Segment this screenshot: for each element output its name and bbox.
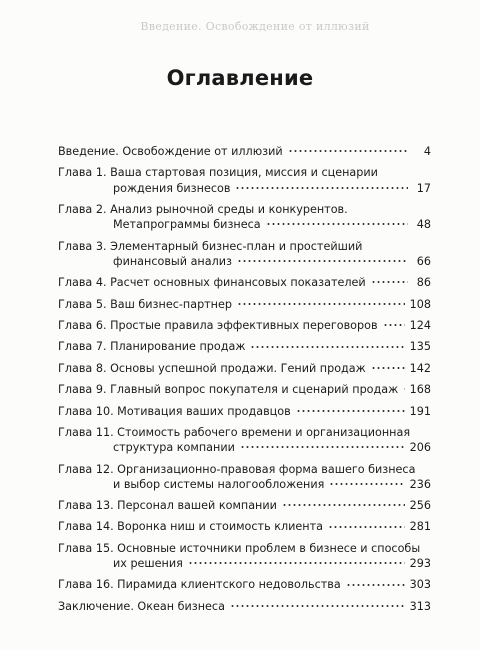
toc-entry-line [58,181,431,196]
leader-dots [230,601,405,611]
toc-page-number: 191 [409,404,431,418]
toc-entry [58,541,431,571]
toc-entry [58,425,431,455]
toc-entry [58,498,431,513]
leader-dots [250,342,404,352]
toc-entry-line [58,275,431,290]
leader-dots [237,299,405,309]
toc-entry-line [58,254,431,269]
toc-page-number: 293 [409,557,431,571]
toc-entry-title: Глава 6. Простые правила эффективных переговоров [58,318,378,332]
toc-page-number: 66 [416,254,431,268]
toc-entry [58,165,431,195]
leader-dots [288,146,408,156]
leader-dots [329,479,404,489]
toc-page-number: 17 [416,181,431,195]
toc-entry [58,202,431,232]
leader-dots [235,183,408,193]
toc-entry [58,275,431,290]
toc-entry-title: Метапрограммы бизнеса [113,218,261,232]
toc-entry-title: Глава 5. Ваш бизнес-партнер [58,297,232,311]
leader-dots [237,256,408,266]
toc-page-number: 168 [409,383,431,397]
toc-entry-line [58,556,431,571]
leader-dots [296,406,405,416]
toc-entry-title: Глава 8. Основы успешной продажи. Гений продаж [58,361,366,375]
toc-entry-title: рождения бизнесов [113,181,231,195]
toc-entry-line [58,297,431,312]
leader-dots [371,277,408,287]
toc-page-number: 303 [409,578,431,592]
toc-entry [58,361,431,376]
toc-entry-line [58,339,431,354]
toc-entry-title: Глава 15. Основные источники проблем в бизнесе и способы [58,541,421,555]
page-title: Оглавление [166,66,314,90]
toc-entry-title: Заключение. Океан бизнеса [58,599,225,613]
toc-entry-title: финансовый анализ [113,254,232,268]
toc-entry [58,318,431,333]
toc-page-number: 206 [409,441,431,455]
toc-entry-title: Глава 14. Воронка ниш и стоимость клиента [58,520,323,534]
toc-entry-line [58,477,431,492]
toc-entry-title: Глава 4. Расчет основных финансовых показателей [58,276,366,290]
toc-entry-title: Глава 2. Анализ рыночной среды и конкурентов. [58,202,348,216]
leader-dots [328,522,405,532]
toc-entry [58,519,431,534]
toc-entry-line [58,462,431,477]
toc-page-number: 142 [409,361,431,375]
toc-entry-line [58,217,431,232]
toc-entry-line [58,202,431,217]
toc-entry [58,144,431,159]
toc-entry-line [58,425,431,440]
toc-entry-title: Глава 3. Элементарный бизнес-план и простейший [58,239,363,253]
toc-entry-line [58,165,431,180]
toc-page-number: 236 [409,477,431,491]
toc-entry-line [58,599,431,614]
toc-entry [58,382,431,397]
toc-page-number: 108 [409,297,431,311]
toc-entry-title: Введение. Освобождение от иллюзий [58,145,283,158]
toc-entry-title: структура компании [113,441,235,455]
toc-page-number: 86 [416,276,431,290]
table-of-contents [58,144,431,620]
toc-page-number: 135 [409,340,431,354]
toc-entry [58,339,431,354]
leader-dots [188,558,405,568]
toc-entry-line [58,404,431,419]
leader-dots [371,363,405,373]
toc-entry-line [58,361,431,376]
toc-entry-line [58,144,431,159]
leader-dots [403,384,404,394]
toc-entry-line [58,382,431,397]
toc-page-number: 124 [409,318,431,332]
leader-dots [266,219,408,229]
toc-entry-title: Глава 7. Планирование продаж [58,340,246,354]
toc-page-number: 256 [409,499,431,513]
toc-entry-title: Глава 12. Организационно-правовая форма вашего бизнеса [58,462,416,476]
toc-entry-title: Глава 13. Персонал вашей компании [58,499,277,513]
toc-entry-line [58,519,431,534]
toc-entry [58,577,431,592]
leader-dots [346,580,405,590]
toc-entry-line [58,239,431,254]
toc-entry-title: Глава 11. Стоимость рабочего времени и организационная [58,425,411,439]
toc-entry [58,297,431,312]
toc-entry [58,599,431,614]
toc-entry [58,462,431,492]
toc-entry [58,239,431,269]
toc-entry-title: Глава 16. Пирамида клиентского недовольства [58,578,341,592]
toc-entry-title: Глава 10. Мотивация ваших продавцов [58,404,291,418]
toc-page-number: 48 [416,218,431,232]
toc-entry-line [58,318,431,333]
toc-entry-line [58,577,431,592]
toc-page-number: 4 [423,145,431,158]
toc-entry-title: Глава 9. Главный вопрос покупателя и сценарий продаж [58,383,399,397]
leader-dots [240,442,405,452]
toc-page-number: 281 [409,520,431,534]
toc-entry-line [58,498,431,513]
leader-dots [383,320,405,330]
toc-entry-title: Глава 1. Ваша стартовая позиция, миссия и сценарии [58,166,378,180]
toc-entry-title: и выбор системы налогообложения [113,477,325,491]
toc-entry-line [58,541,431,556]
toc-entry [58,404,431,419]
toc-page-number: 313 [409,599,431,613]
toc-entry-title: их решения [113,557,183,571]
toc-entry-line [58,440,431,455]
leader-dots [282,500,405,510]
running-head: Введение. Освобождение от иллюзий [140,20,370,33]
